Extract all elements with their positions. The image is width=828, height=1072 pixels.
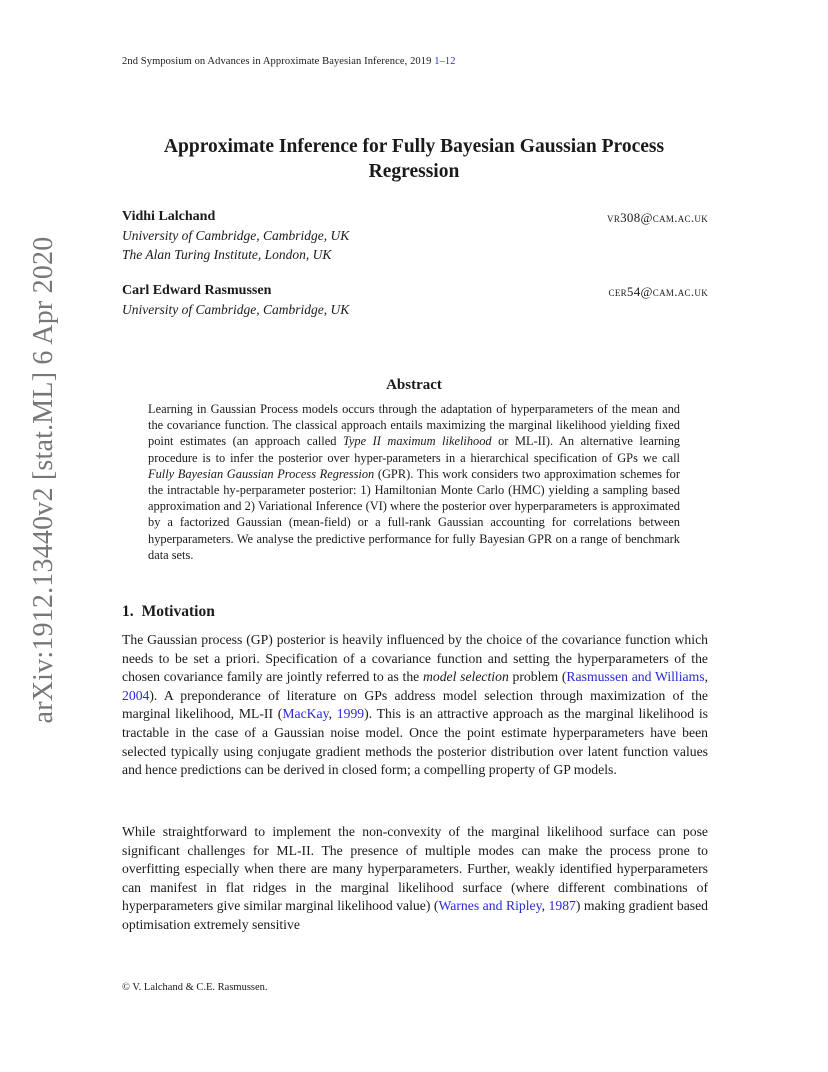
citation-link[interactable]: Warnes and Ripley [438, 898, 542, 914]
section-heading [122, 603, 215, 621]
copyright-icon: © [122, 982, 130, 993]
section-number: 1. [122, 603, 134, 620]
abstract-run: or ML-II). An alternative learning procedure is to infer the posterior over hyper-parameters in a hierarchical specification of GPs we call [148, 434, 680, 465]
citation-year-link[interactable]: 2004 [122, 687, 150, 703]
conference-name: 2nd Symposium on Advances in Approximate Bayesian Inference, 2019 [122, 56, 432, 67]
title-line-2: Regression [368, 161, 460, 182]
author-name: Vidhi Lalchand [122, 209, 216, 224]
paragraph-1 [122, 631, 708, 780]
author-name: Carl Edward Rasmussen [122, 283, 272, 298]
section-title: Motivation [141, 603, 215, 620]
author-affiliation: University of Cambridge, Cambridge, UK [122, 228, 350, 243]
abstract-run: Learning in Gaussian Process models occurs through the adaptation of hyperparameters of the mean and the covariance function. The classical approach entails maximizing the marginal likelihood yielding fixed point estimates (an approach called [148, 402, 680, 449]
copyright-text: V. Lalchand & C.E. Rasmussen. [129, 982, 268, 993]
arxiv-stamp: arXiv:1912.13440v2 [stat.ML] 6 Apr 2020 [28, 236, 59, 724]
text-run: ). A preponderance of literature on GPs address model selection through maximization of the marginal likelihood, ML-II ( [122, 687, 708, 722]
text-run: While straightforward to implement the non-convexity of the marginal likelihood surface can pose significant challenges for ML-II. The presence of multiple modes can make the process prone to overfitting especially when there are many hyperparameters. Further, weakly identified hyperparameters can manifest in flat ridges in the marginal likelihood surface (where different combinations of hyperparameters give similar marginal likelihood value) ( [122, 824, 708, 914]
text-run: ). This is an attractive approach as the marginal likelihood is tractable in the case of a Gaussian noise model. Once the point estimate hyperparameters have been selected typically using conjugate gradient methods the posterior distribution over latent function values and hence predictions can be derived in closed form; a compelling property of GP models. [122, 706, 708, 778]
paragraph-2 [122, 823, 708, 935]
text-emphasis: model selection [422, 669, 509, 685]
citation-link[interactable]: Rasmussen and Williams [566, 669, 705, 685]
author-affiliation: University of Cambridge, Cambridge, UK [122, 302, 350, 317]
text-run: The Gaussian process (GP) posterior is heavily influenced by the choice of the covariance function which needs to be set a priori. Specification of a covariance function and setting the hyperparameters of the chosen covariance family are jointly referred to as the [122, 632, 708, 685]
text-run: ) making gradient based optimisation extremely sensitive [122, 898, 709, 932]
text-run: , [328, 706, 337, 722]
author-block-2 [122, 281, 708, 319]
author-affiliation: The Alan Turing Institute, London, UK [122, 247, 332, 262]
text-run: problem ( [508, 669, 567, 685]
abstract-emphasis: Type II maximum likelihood [342, 434, 492, 449]
abstract-emphasis: Fully Bayesian Gaussian Process Regression [148, 466, 375, 481]
citation-link[interactable]: MacKay [282, 706, 329, 722]
abstract-heading: Abstract [386, 377, 442, 393]
paper-title [90, 134, 738, 184]
citation-year-link[interactable]: 1987 [548, 898, 576, 914]
text-run: , [704, 669, 708, 685]
author-email: cer54@cam.ac.uk [608, 284, 708, 299]
abstract-run: (GPR). This work considers two approximation schemes for the intractable hy-perparameter posterior: 1) Hamiltonian Monte Carlo (HMC) yielding a sampling based approximation and 2) Variational Inference (VI) where the posterior over hyperparameters is approximated by a factorized Gaussian (mean-field) or a full-rank Gaussian accounting for correlations between hyperparameters. We analyse the predictive performance for fully Bayesian GPR on a range of benchmark data sets. [148, 466, 680, 562]
author-email: vr308@cam.ac.uk [607, 210, 708, 225]
citation-year-link[interactable]: 1999 [336, 706, 365, 722]
text-run: , [541, 898, 549, 914]
copyright-footer [122, 982, 268, 993]
abstract-text [148, 401, 680, 563]
author-block-1 [122, 207, 708, 264]
page-range-link[interactable]: 1–12 [434, 56, 456, 67]
title-line-1: Approximate Inference for Fully Bayesian Gaussian Process [163, 136, 665, 157]
conference-header [122, 56, 456, 67]
